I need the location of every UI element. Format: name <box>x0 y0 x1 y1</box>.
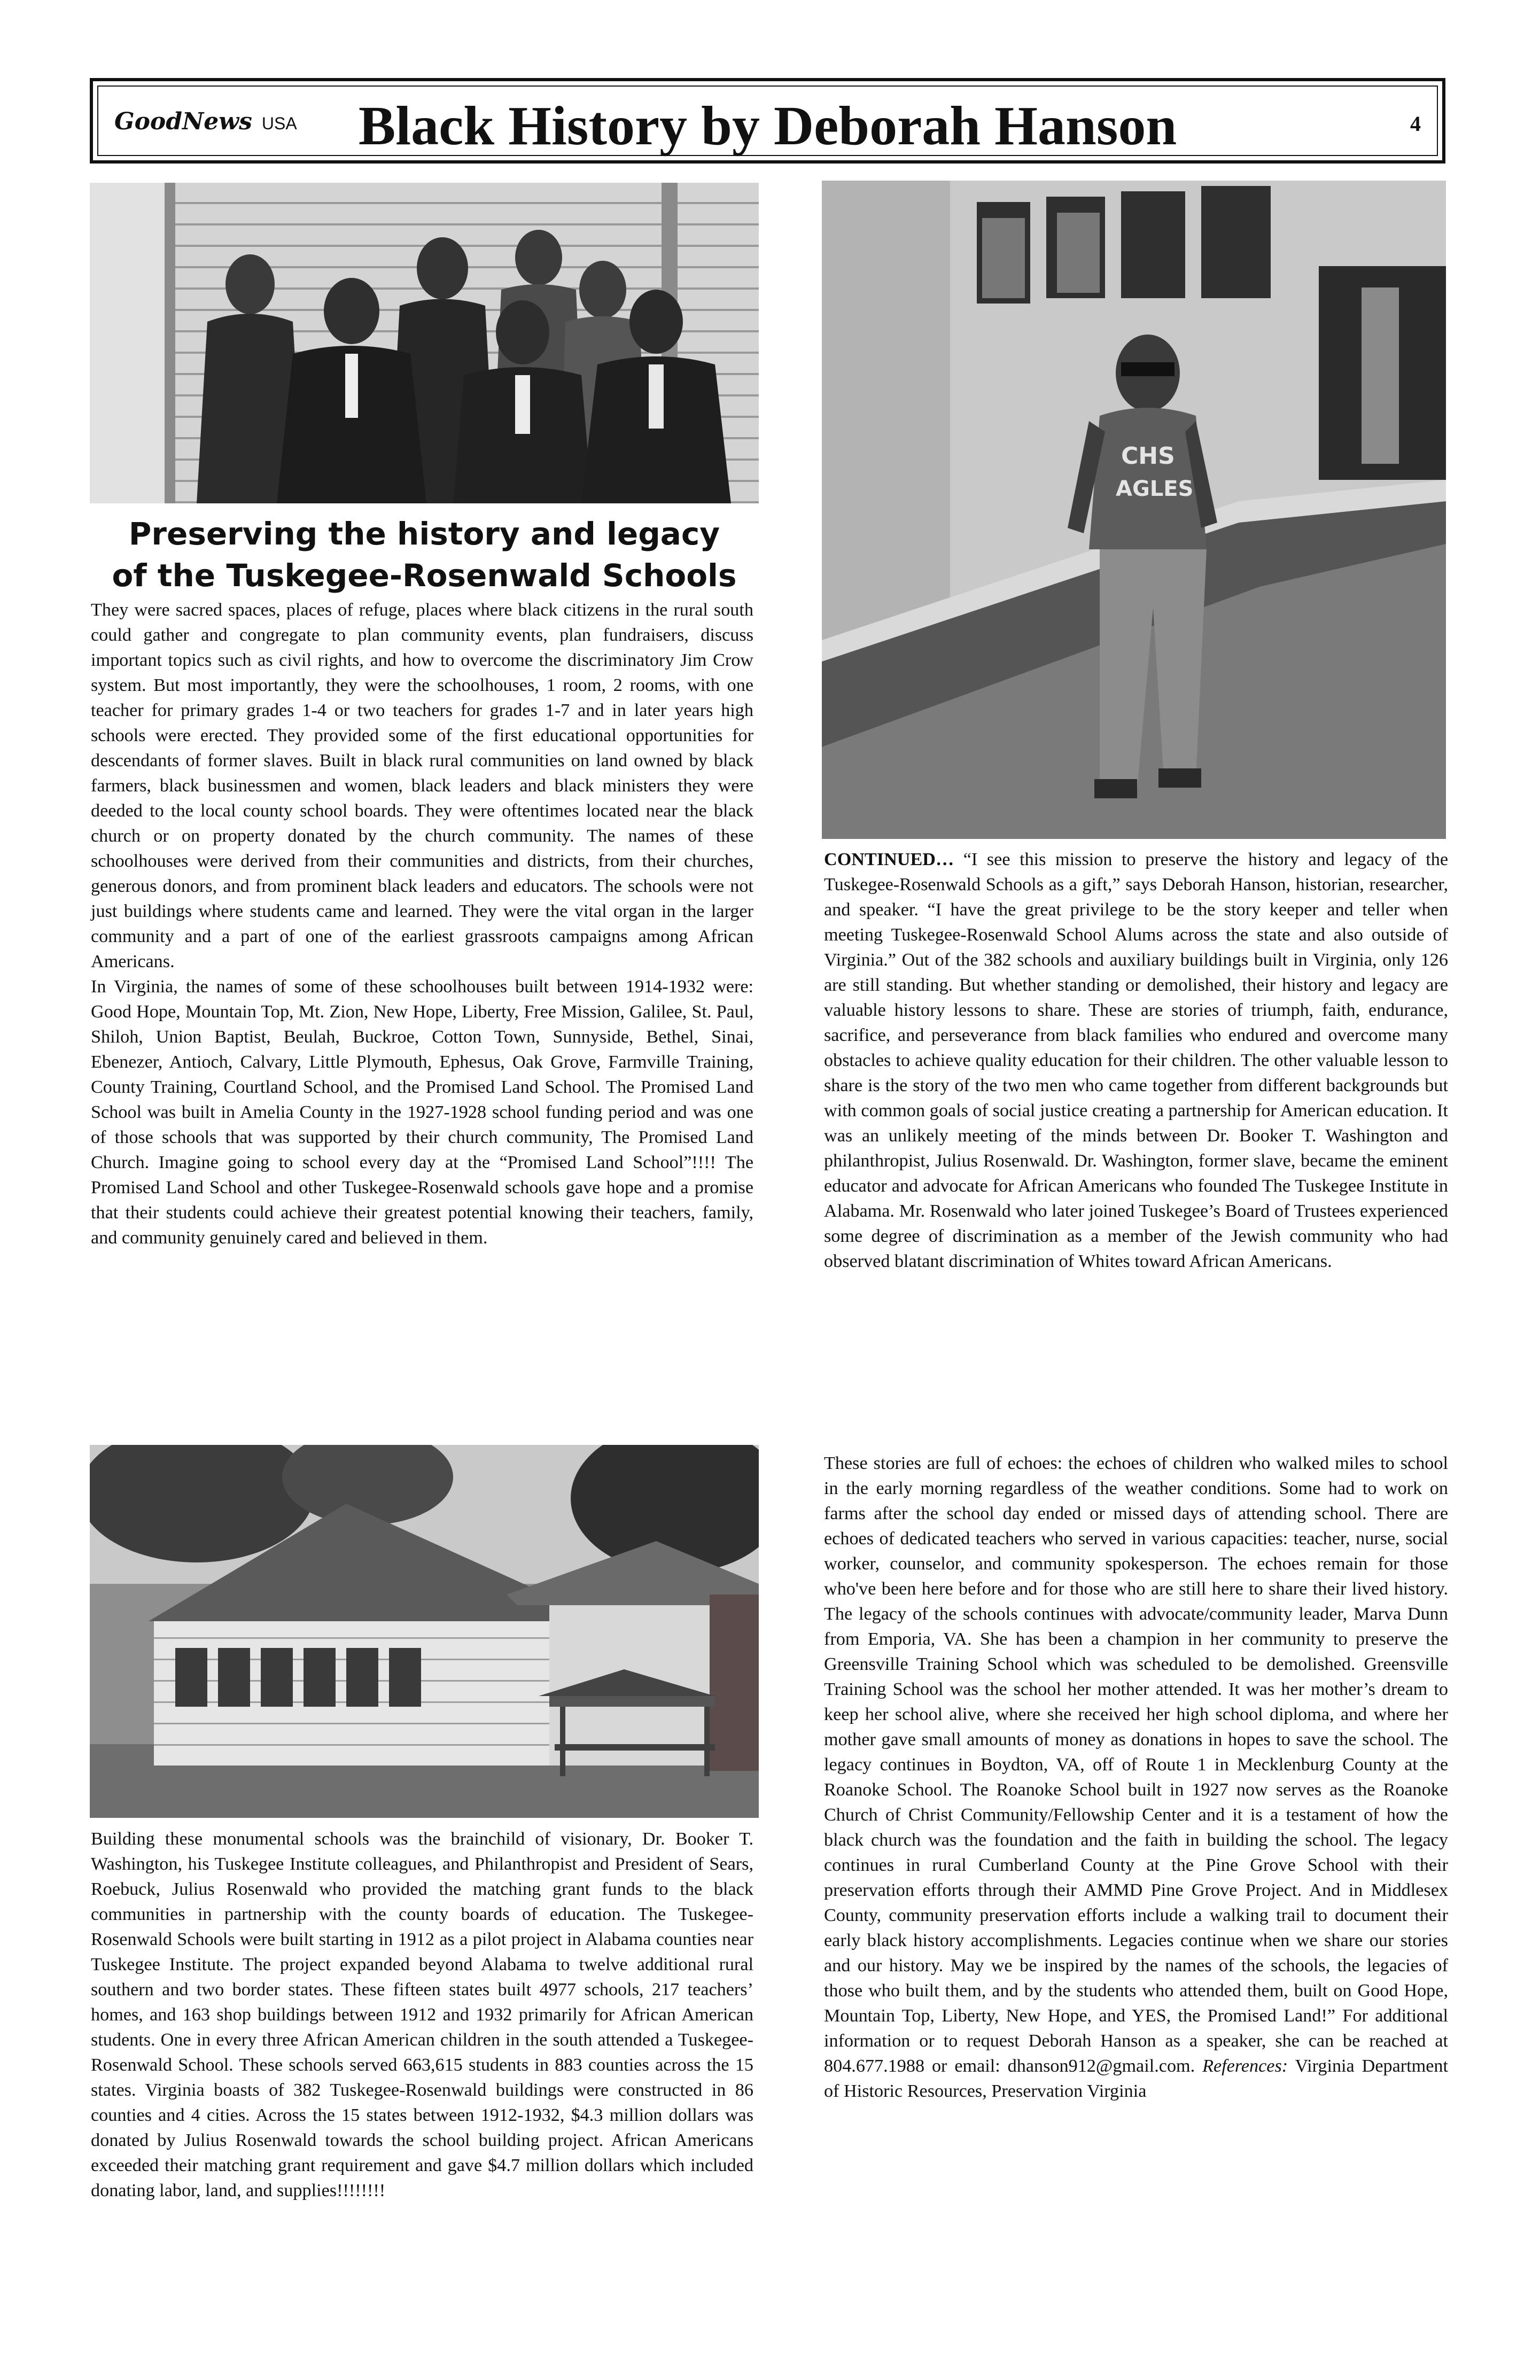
schoolhouse-illustration <box>90 1445 759 1818</box>
right-paragraph-1-text: “I see this mission to preserve the history and legacy of the Tuskegee-Rosenwald Schools as a gift,” says Deborah Hanson, historian, researcher, and speaker. “I have the great privilege to be the story keeper and teller when meeting Tuskegee-Rosenwald School Alums across the state and also outside of Virginia.” Out of the 382 schools and auxiliary buildings built in Virginia, only 126 are still standing. But whether standing or demolished, their history and legacy are valuable history lessons to share. These are stories of triumph, faith, endurance, sacrifice, and perseverance from black families who endured and overcome many obstacles to achieve quality education for their children. The other valuable lesson to share is the story of the two men who came together from different backgrounds but with common goals of social justice creating a partnership for American education. It was an unlikely meeting of the minds between Dr. Booker T. Washington and philanthropist, Julius Rosenwald. Dr. Washington, former slave, became the eminent educator and advocate for African Americans who founded The Tuskegee Institute in Alabama. Mr. Rosenwald who later joined Tuskegee’s Board of Trustees experienced some degree of discrimination as a member of the Jewish community who had observed blatant discrimination of Whites toward African Americans. <box>824 850 1448 1271</box>
masthead <box>90 78 1445 164</box>
right-column-top <box>824 847 1448 1419</box>
brand-suffix: USA <box>261 114 297 133</box>
right-paragraph-2 <box>824 1451 1448 2104</box>
page-number: 4 <box>1410 112 1421 136</box>
photo-schoolhouse <box>90 1445 759 1818</box>
right-paragraph-1 <box>824 847 1448 1274</box>
left-paragraph-1: They were sacred spaces, places of refuge, places where black citizens in the rural south could gather and congregate to plan community events, plan fundraisers, discuss important topics such as civil rights, and how to overcome the discriminatory Jim Crow system. But most importantly, they were the schoolhouses, 1 room, 2 rooms, with one teacher for primary grades 1-4 or two teachers for grades 1-7 and in later years high schools were erected. They provided some of the first educational opportunities for descendants of former slaves. Built in black rural communities on land owned by black farmers, black businessmen and women, black leaders and black ministers they were deeded to the local county school boards. They were oftentimes located near the black church or on property donated by the church community. The names of these schoolhouses were derived from their communities and districts, from their churches, generous donors, and from prominent black leaders and educators. The schools were not just buildings where students came and learned. They were the vital organ in the larger community and a part of one of the earliest grassroots campaigns among African Americans. <box>91 600 753 971</box>
hanson-illustration <box>822 181 1446 839</box>
tshirt-text-line2: AGLES <box>1116 477 1194 501</box>
left-column-top <box>91 597 753 1442</box>
photo-group-portrait <box>90 183 759 503</box>
right-paragraph-2-text: These stories are full of echoes: the echoes of children who walked miles to school in the early morning regardless of the weather conditions. Some had to work on farms after the school day ended or missed days of attending school. There are echoes of dedicated teachers who served in various capacities: teacher, nurse, social worker, counselor, and community spokesperson. The echoes remain for those who've been here before and for those who are still here to share their lived history. The legacy of the schools continues with advocate/community leader, Marva Dunn from Emporia, VA. She has been a champion in her community to preserve the Greensville Training School which was scheduled to be demolished. Greensville Training School was the school her mother attended. It was her mother’s dream to keep her school alive, where she received her high school diploma, and where her mother gave small amounts of money as donations in hopes to save the school. The legacy continues in Boydton, VA, off of Route 1 in Mecklenburg County at the Roanoke School. The Roanoke School built in 1927 now serves as the Roanoke Church of Christ Community/Fellowship Center and it is a testament of how the black church was the foundation and the faith in building the school. The legacy continues in rural Cumberland County at the Pine Grove School with their preservation efforts through their AMMD Pine Grove Project. And in Middlesex County, community preservation efforts include a walking trail to document their early black history accomplishments. Legacies continue when we share our stories and our history. May we be inspired by the names of the schools, the legacies of those who built them, and by the students who attended them, built on Good Hope, Mountain Top, Liberty, New Hope, and YES, the Promised Land!” For additional information or to request Deborah Hanson as a speaker, she can be reached at 804.677.1988 or email: dhanson912@gmail.com. <box>824 1453 1448 2076</box>
right-column-bottom <box>824 1451 1448 2311</box>
left-paragraph-2: In Virginia, the names of some of these schoolhouses built between 1914-1932 were: Good Hope, Mountain Top, Mt. Zion, New Hope, Liberty, Free Mission, Galilee, St. Paul, Shiloh, Union Baptist, Beulah, Buckroe, Cotton Town, Sunnyside, Bethel, Sinai, Ebenezer, Antioch, Calvary, Little Plymouth, Ephesus, Oak Grove, Farmville Training, County Training, Courtland School, and the Promised Land School. The Promised Land School was built in Amelia County in the 1927-1928 school funding period and was one of those schools that was supported by their church community, The Promised Land Church. Imagine going to school every day at the “Promised Land School”!!!! The Promised Land School and other Tuskegee-Rosenwald schools gave hope and a promise that their students could achieve their greatest potential knowing their teachers, family, and community genuinely cared and believed in them. <box>91 977 753 1248</box>
references-text: Virginia Department of Historic Resources, Preservation Virginia <box>824 2056 1448 2101</box>
group-portrait-illustration <box>90 183 759 503</box>
page-title: Black History by Deborah Hanson <box>358 95 1177 157</box>
continued-label: CONTINUED… <box>824 850 954 869</box>
brand-name: GoodNews <box>114 108 252 135</box>
photo-deborah-hanson <box>822 181 1446 839</box>
masthead-inner-border <box>97 85 1438 156</box>
article-headline <box>90 513 759 596</box>
headline-line-2: of the Tuskegee-Rosenwald Schools <box>112 557 737 594</box>
tshirt-text-line1: CHS <box>1121 442 1175 470</box>
left-column-bottom <box>91 1826 753 2318</box>
headline-line-1: Preserving the history and legacy <box>128 516 720 552</box>
left-paragraph-3: Building these monumental schools was the brainchild of visionary, Dr. Booker T. Washington, his Tuskegee Institute colleagues, and Philanthropist and President of Sears, Roebuck, Julius Rosenwald who provided the matching grant funds to the black communities in partnership with the county boards of education. The Tuskegee-Rosenwald Schools were built starting in 1912 as a pilot project in Alabama counties near Tuskegee Institute. The project expanded beyond Alabama to twelve additional rural southern and two border states. These fifteen states built 4977 schools, 217 teachers’ homes, and 163 shop buildings between 1912 and 1932 primarily for African American students. One in every three African American children in the south attended a Tuskegee-Rosenwald School. These schools served 663,615 students in 883 counties across the 15 states. Virginia boasts of 382 Tuskegee-Rosenwald buildings were constructed in 86 counties and 4 cities. Across the 15 states between 1912-1932, $4.3 million dollars was donated by Julius Rosenwald towards the school building project. African Americans exceeded their matching grant requirement and gave $4.7 million dollars which included donating labor, land, and supplies!!!!!!!! <box>91 1829 753 2200</box>
references-label: References: <box>1202 2056 1288 2076</box>
